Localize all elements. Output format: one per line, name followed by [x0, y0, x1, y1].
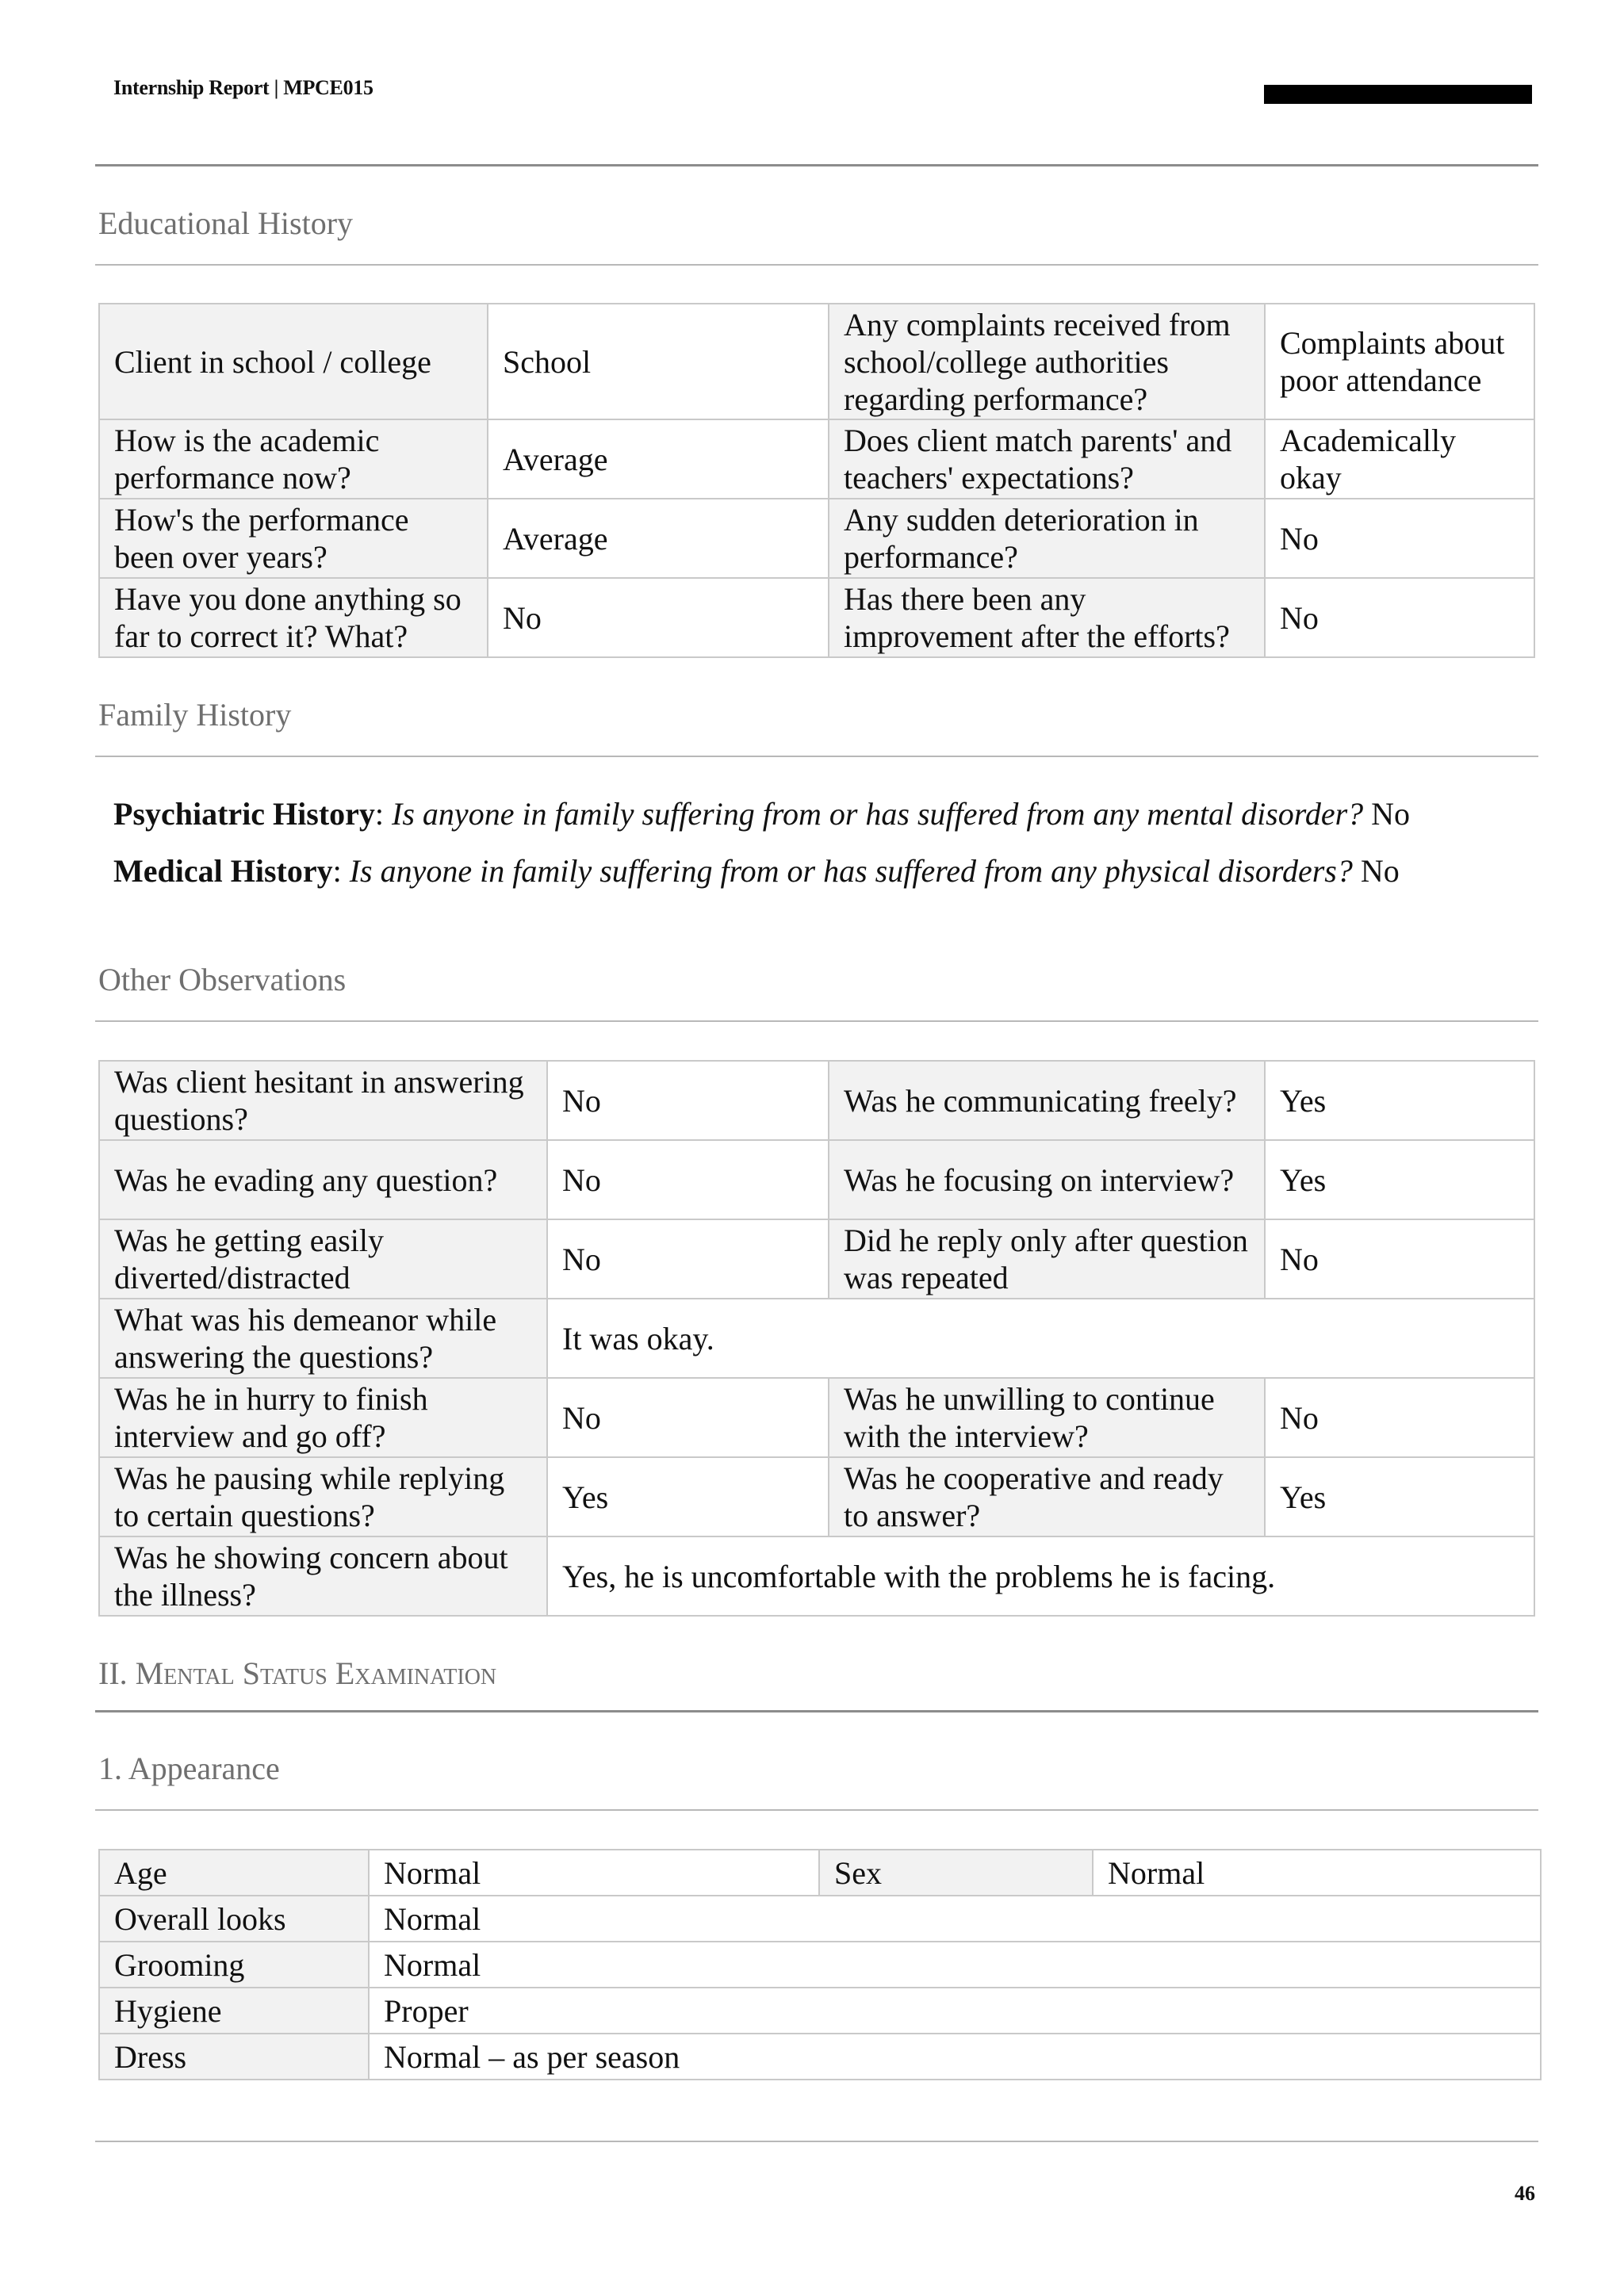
attribute-cell: Age	[99, 1850, 369, 1896]
mental-status-heading: II. Mental Status Examination	[98, 1655, 497, 1691]
medical-history-label: Medical History	[113, 853, 333, 889]
question-cell: Client in school / college	[99, 304, 488, 419]
attribute-cell: Dress	[99, 2034, 369, 2080]
medical-history-answer: No	[1352, 853, 1400, 889]
table-row	[99, 1536, 1534, 1616]
table-row	[99, 1896, 1541, 1942]
educational-history-heading: Educational History	[98, 205, 354, 241]
table-row	[99, 1219, 1534, 1299]
table-row	[99, 578, 1534, 657]
value-cell: Normal	[369, 1850, 819, 1896]
label-separator: :	[374, 796, 393, 832]
answer-cell: No	[1265, 499, 1534, 578]
psychiatric-history-line	[113, 795, 1410, 832]
footer-rule	[95, 2141, 1538, 2142]
answer-cell: School	[488, 304, 829, 419]
answer-cell: Academically okay	[1265, 419, 1534, 499]
question-cell: Was he communicating freely?	[829, 1061, 1265, 1140]
table-row	[99, 1988, 1541, 2034]
question-cell: Was client hesitant in answering questions?	[99, 1061, 547, 1140]
answer-cell: Yes	[547, 1457, 829, 1536]
attribute-cell: Grooming	[99, 1942, 369, 1988]
family-history-heading: Family History	[98, 697, 292, 733]
question-cell: Has there been any improvement after the efforts?	[829, 578, 1265, 657]
other-observations-table	[98, 1060, 1535, 1617]
question-cell: How is the academic performance now?	[99, 419, 488, 499]
psychiatric-history-answer: No	[1363, 796, 1411, 832]
answer-cell: No	[547, 1140, 829, 1219]
table-row	[99, 1850, 1541, 1896]
section-rule	[95, 264, 1538, 266]
other-observations-heading: Other Observations	[98, 962, 347, 997]
table-row	[99, 1942, 1541, 1988]
question-cell: Was he in hurry to finish interview and go off?	[99, 1378, 547, 1457]
attribute-cell: Overall looks	[99, 1896, 369, 1942]
psychiatric-history-question: Is anyone in family suffering from or has suffered from any mental disorder?	[392, 796, 1364, 832]
answer-cell: Yes	[1265, 1140, 1534, 1219]
report-header-title: Internship Report | MPCE015	[113, 76, 373, 99]
medical-history-line	[113, 852, 1400, 890]
table-row	[99, 1299, 1534, 1378]
value-cell: Normal	[369, 1896, 1541, 1942]
answer-cell: Average	[488, 419, 829, 499]
medical-history-question: Is anyone in family suffering from or has suffered from any physical disorders?	[349, 853, 1353, 889]
answer-cell: No	[547, 1061, 829, 1140]
table-row	[99, 304, 1534, 419]
section-rule	[95, 1710, 1538, 1712]
appearance-table	[98, 1849, 1542, 2080]
table-row	[99, 2034, 1541, 2080]
label-separator: :	[332, 853, 350, 889]
question-cell: Was he showing concern about the illness?	[99, 1536, 547, 1616]
question-cell: Any sudden deterioration in performance?	[829, 499, 1265, 578]
question-cell: How's the performance been over years?	[99, 499, 488, 578]
question-cell: Was he getting easily diverted/distracted	[99, 1219, 547, 1299]
answer-cell: No	[547, 1219, 829, 1299]
question-cell: Was he focusing on interview?	[829, 1140, 1265, 1219]
question-cell: Does client match parents' and teachers' expectations?	[829, 419, 1265, 499]
page-number: 46	[1515, 2182, 1535, 2205]
question-cell: Have you done anything so far to correct it? What?	[99, 578, 488, 657]
question-cell: Was he pausing while replying to certain questions?	[99, 1457, 547, 1536]
attribute-cell: Hygiene	[99, 1988, 369, 2034]
table-row	[99, 499, 1534, 578]
value-cell: Normal	[1093, 1850, 1541, 1896]
answer-cell: It was okay.	[547, 1299, 1534, 1378]
question-cell: Was he cooperative and ready to answer?	[829, 1457, 1265, 1536]
question-cell: What was his demeanor while answering the questions?	[99, 1299, 547, 1378]
table-row	[99, 1457, 1534, 1536]
question-cell: Was he unwilling to continue with the interview?	[829, 1378, 1265, 1457]
value-cell: Proper	[369, 1988, 1541, 2034]
answer-cell: Average	[488, 499, 829, 578]
table-row	[99, 1378, 1534, 1457]
section-rule	[95, 1020, 1538, 1022]
value-cell: Normal	[369, 1942, 1541, 1988]
section-rule	[95, 756, 1538, 757]
header-rule	[95, 164, 1538, 166]
educational-history-table	[98, 303, 1535, 658]
answer-cell: No	[1265, 1378, 1534, 1457]
question-cell: Did he reply only after question was repeated	[829, 1219, 1265, 1299]
section-rule	[95, 1809, 1538, 1811]
value-cell: Normal – as per season	[369, 2034, 1541, 2080]
answer-cell: No	[1265, 578, 1534, 657]
answer-cell: Complaints about poor attendance	[1265, 304, 1534, 419]
answer-cell: Yes	[1265, 1457, 1534, 1536]
answer-cell: No	[488, 578, 829, 657]
question-cell: Any complaints received from school/college authorities regarding performance?	[829, 304, 1265, 419]
answer-cell: Yes, he is uncomfortable with the problems he is facing.	[547, 1536, 1534, 1616]
table-row	[99, 1061, 1534, 1140]
appearance-heading: 1. Appearance	[98, 1751, 280, 1786]
answer-cell: No	[1265, 1219, 1534, 1299]
question-cell: Was he evading any question?	[99, 1140, 547, 1219]
answer-cell: No	[547, 1378, 829, 1457]
table-row	[99, 419, 1534, 499]
redacted-name-bar	[1264, 85, 1532, 104]
table-row	[99, 1140, 1534, 1219]
psychiatric-history-label: Psychiatric History	[113, 796, 375, 832]
answer-cell: Yes	[1265, 1061, 1534, 1140]
attribute-cell: Sex	[819, 1850, 1093, 1896]
